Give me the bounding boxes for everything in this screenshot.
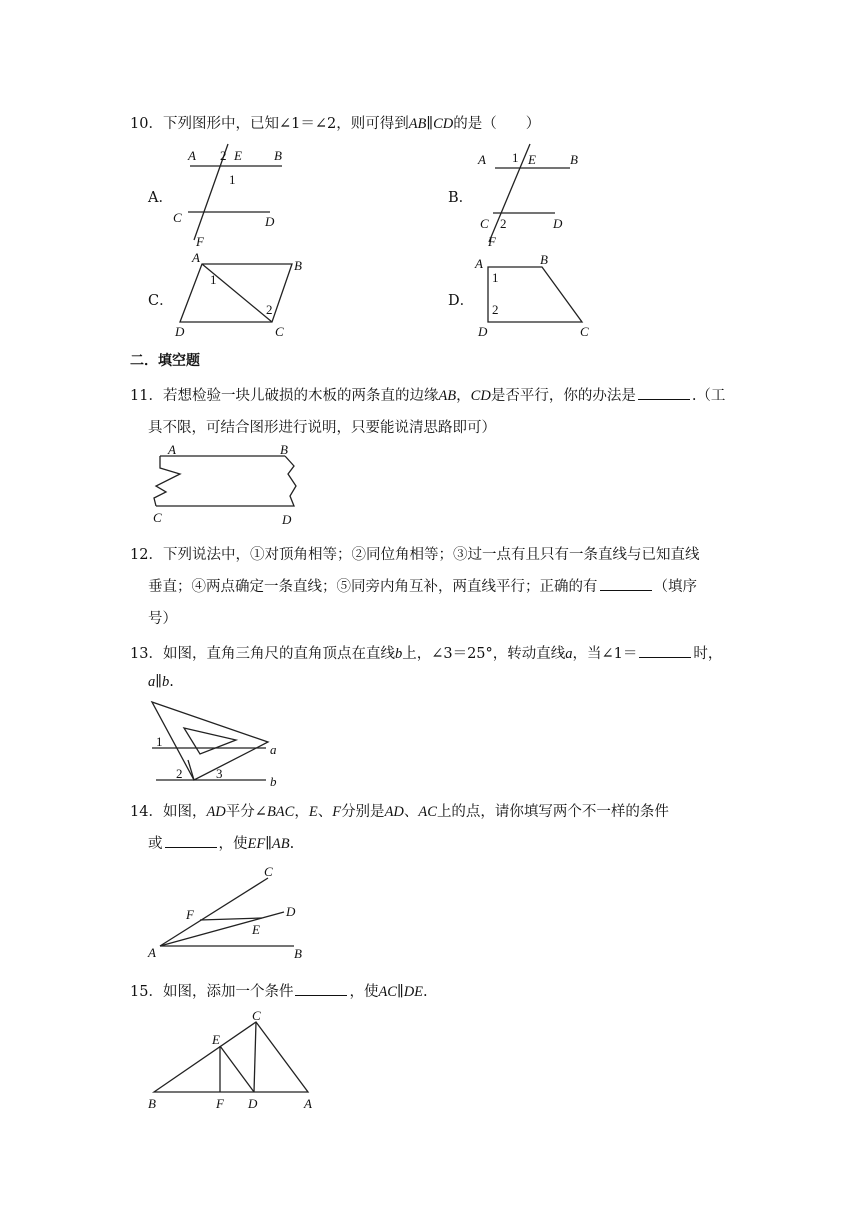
q13-b-2: b bbox=[161, 674, 170, 690]
fig-c-label-a: A bbox=[192, 250, 200, 265]
q14-label-f: F bbox=[186, 907, 194, 922]
q13-label-1: 1 bbox=[156, 734, 163, 749]
fig-d-label-d: D bbox=[478, 324, 488, 339]
q15-label-f: F bbox=[216, 1096, 224, 1111]
q13-line-2 bbox=[148, 674, 174, 691]
fig-a-label-a: A bbox=[188, 148, 196, 163]
q14-answer-blank[interactable] bbox=[165, 835, 217, 848]
q11-text: 11．若想检验一块儿破损的木板的两条直的边缘 bbox=[130, 388, 439, 404]
q12-line-1: 12．下列说法中，①对顶角相等；②同位角相等；③过一点有且只有一条直线与已知直线 bbox=[130, 547, 700, 563]
q11-cd: CD bbox=[470, 388, 491, 404]
q15-de: DE bbox=[403, 984, 424, 1000]
q15-text: 15．如图，添加一个条件 bbox=[130, 984, 294, 1000]
q15-line-1 bbox=[130, 980, 428, 1001]
fig-b-label-a: A bbox=[478, 152, 486, 167]
fig-b-label-2: 2 bbox=[500, 216, 507, 231]
fig-c-label-1: 1 bbox=[210, 272, 217, 287]
fig-a-label-f: F bbox=[196, 234, 204, 249]
q11-line-2: 具不限，可结合图形进行说明，只要能说清思路即可） bbox=[148, 420, 496, 436]
q11-text-2: 是否平行，你的办法是 bbox=[490, 388, 636, 404]
q10-stem bbox=[130, 112, 540, 133]
fig-a-label-2: 2 bbox=[220, 148, 227, 163]
q14-ad-2: AD bbox=[384, 804, 404, 820]
q11-ab: AB bbox=[438, 388, 457, 404]
fig-a-label-d: D bbox=[265, 214, 275, 229]
q12-text-2: （填序 bbox=[653, 579, 697, 595]
q15-label-b: B bbox=[148, 1096, 156, 1111]
q11-comma: ， bbox=[456, 388, 471, 404]
fig-b-label-b: B bbox=[570, 152, 578, 167]
fig-d-label-b: B bbox=[540, 252, 548, 267]
q10-figure-c bbox=[172, 250, 302, 342]
q10-option-d[interactable]: D． bbox=[448, 293, 475, 309]
fig-c-label-c: C bbox=[275, 324, 284, 339]
q12-line-2 bbox=[148, 575, 697, 596]
q15-answer-blank[interactable] bbox=[295, 983, 347, 996]
q14-text-5: ，使 bbox=[218, 836, 248, 852]
q13-label-line-b: b bbox=[270, 774, 277, 789]
q11-answer-blank[interactable] bbox=[638, 387, 690, 400]
q10-figure-d bbox=[472, 250, 602, 342]
q15-label-d: D bbox=[248, 1096, 258, 1111]
q14-sep: 、 bbox=[317, 804, 333, 820]
q12-text: 垂直；④两点确定一条直线；⑤同旁内角互补，两直线平行；正确的有 bbox=[148, 579, 598, 595]
fig-b-label-d: D bbox=[553, 216, 563, 231]
q13-parallel: ∥ bbox=[155, 674, 162, 690]
q13-label-3: 3 bbox=[216, 766, 223, 781]
fig-b-label-f: F bbox=[488, 234, 496, 249]
fig-a-label-c: C bbox=[173, 210, 182, 225]
q14-label-a: A bbox=[148, 945, 156, 960]
q10-option-b[interactable]: B． bbox=[448, 190, 474, 206]
q12-line-3: 号） bbox=[148, 611, 177, 627]
q11-text-3: .（工 bbox=[691, 388, 726, 404]
q13-answer-blank[interactable] bbox=[639, 645, 691, 658]
q12-answer-blank[interactable] bbox=[600, 578, 652, 591]
q14-text-2: 平分∠ bbox=[225, 804, 267, 820]
q14-ab: AB bbox=[271, 836, 290, 852]
q14-label-e: E bbox=[252, 922, 260, 937]
q13-label-2: 2 bbox=[176, 766, 183, 781]
q13-text: 13．如图，直角三角尺的直角顶点在直线 bbox=[130, 646, 395, 662]
q10-cd: CD bbox=[433, 116, 454, 132]
q14-line-1 bbox=[130, 800, 669, 821]
q14-text: 14．如图， bbox=[130, 804, 207, 820]
q14-sep-2: 、 bbox=[403, 804, 419, 820]
q14-text-3: 分别是 bbox=[341, 804, 385, 820]
fig-b-label-1: 1 bbox=[512, 150, 519, 165]
fig-d-label-c: C bbox=[580, 324, 589, 339]
q13-b: b bbox=[394, 646, 403, 662]
q14-bac: BAC bbox=[266, 804, 295, 820]
q15-label-e: E bbox=[212, 1032, 220, 1047]
q15-parallel: ∥ bbox=[396, 984, 404, 1000]
q13-text-4: 时， bbox=[693, 646, 723, 662]
q14-ef: EF bbox=[247, 836, 266, 852]
q11-label-c: C bbox=[153, 510, 162, 525]
fig-c-label-b: B bbox=[294, 258, 302, 273]
q14-comma: ， bbox=[294, 804, 309, 820]
q13-text-2: 上，∠3＝25°，转动直线 bbox=[402, 646, 566, 662]
section-heading: 二．填空题 bbox=[130, 353, 200, 369]
q14-figure bbox=[148, 864, 308, 962]
q10-option-c[interactable]: C． bbox=[148, 293, 174, 309]
q15-text-2: ，使 bbox=[349, 984, 379, 1000]
fig-d-label-1: 1 bbox=[492, 270, 499, 285]
q14-label-d: D bbox=[286, 904, 296, 919]
q13-text-3: ，当∠1＝ bbox=[572, 646, 638, 662]
q14-e: E bbox=[308, 804, 318, 820]
fig-a-label-e: E bbox=[234, 148, 242, 163]
fig-d-label-2: 2 bbox=[492, 302, 499, 317]
q14-line-2 bbox=[148, 832, 294, 853]
q14-label-c: C bbox=[264, 864, 273, 879]
q15-end: . bbox=[423, 984, 428, 1000]
q10-figure-b bbox=[475, 140, 595, 250]
fig-d-label-a: A bbox=[475, 256, 483, 271]
q10-option-a[interactable]: A． bbox=[148, 190, 173, 206]
q13-label-line-a: a bbox=[270, 742, 277, 757]
q13-end: . bbox=[169, 674, 174, 690]
q14-parallel: ∥ bbox=[265, 836, 272, 852]
fig-a-label-1: 1 bbox=[229, 172, 236, 187]
q11-label-d: D bbox=[282, 512, 292, 527]
q15-label-c: C bbox=[252, 1008, 261, 1023]
fig-c-label-2: 2 bbox=[266, 302, 273, 317]
q10-stem-text: 10．下列图形中，已知∠1＝∠2，则可得到 bbox=[130, 116, 409, 132]
q14-ad: AD bbox=[206, 804, 226, 820]
fig-a-label-b: B bbox=[274, 148, 282, 163]
fig-b-label-c: C bbox=[480, 216, 489, 231]
q13-figure bbox=[148, 698, 288, 792]
q14-ac: AC bbox=[418, 804, 437, 820]
q11-label-a: A bbox=[168, 442, 176, 457]
q14-label-b: B bbox=[294, 946, 302, 961]
q14-text-4: 上的点，请你填写两个不一样的条件 bbox=[436, 804, 669, 820]
q11-figure bbox=[150, 442, 310, 528]
q11-line-1 bbox=[130, 384, 725, 405]
q14-f: F bbox=[332, 804, 342, 820]
q14-or: 或 bbox=[148, 836, 163, 852]
q13-a-2: a bbox=[148, 674, 156, 690]
q15-ac: AC bbox=[378, 984, 397, 1000]
q13-line-1 bbox=[130, 642, 722, 663]
q15-figure bbox=[146, 1006, 326, 1118]
fig-c-label-d: D bbox=[175, 324, 185, 339]
fig-b-label-e: E bbox=[528, 152, 536, 167]
q11-label-b: B bbox=[280, 442, 288, 457]
q15-label-a: A bbox=[304, 1096, 312, 1111]
q10-ab: AB bbox=[408, 116, 427, 132]
q10-parallel: ∥ bbox=[426, 116, 434, 132]
q10-stem-end: 的是（ ） bbox=[453, 116, 541, 132]
q13-a: a bbox=[565, 646, 573, 662]
q10-figure-a bbox=[170, 140, 290, 250]
q14-end: . bbox=[289, 836, 295, 852]
